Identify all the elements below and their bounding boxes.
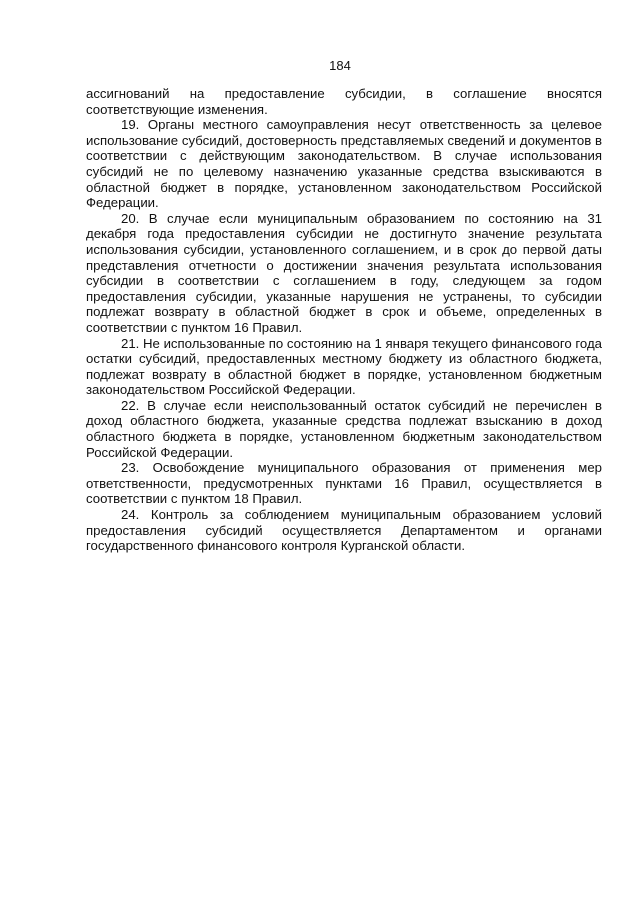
paragraph-23: 23. Освобождение муниципального образования от применения мер ответственности, предусмотренных пунктами 16 Правил, осуществляется в соответствии с пунктом 18 Правил. bbox=[86, 460, 602, 507]
paragraph-20: 20. В случае если муниципальным образованием по состоянию на 31 декабря года предоставления субсидии не достигнуто значение результата использования субсидии, установленного соглашением, и в срок до первой даты представления отчетности о достижении значения результата использования субсидии в соответствии с соглашением в году, следующем за годом предоставления субсидии, указанные нарушения не устранены, то субсидии подлежат возврату в областной бюджет в срок и объеме, определенных в соответствии с пунктом 16 Правил. bbox=[86, 210, 602, 335]
paragraph-continuation: ассигнований на предоставление субсидии, в соглашение вносятся соответствующие изменения. bbox=[86, 86, 602, 117]
paragraph-21: 21. Не использованные по состоянию на 1 января текущего финансового года остатки субсидий, предоставленных местному бюджету из областного бюджета, подлежат возврату в областной бюджет в порядке, установленном бюджетным законодательством Российской Федерации. bbox=[86, 335, 602, 398]
paragraph-19: 19. Органы местного самоуправления несут ответственность за целевое использование субсидий, достоверность представляемых сведений и документов в соответствии с действующим законодательством. В случае использования субсидий не по целевому назначению указанные средства взыскиваются в областной бюджет в порядке, установленном законодательством Российской Федерации. bbox=[86, 117, 602, 211]
paragraph-24: 24. Контроль за соблюдением муниципальным образованием условий предоставления субсидий осуществляется Департаментом и органами государственного финансового контроля Курганской области. bbox=[86, 507, 602, 554]
page-number: 184 bbox=[329, 58, 351, 73]
paragraph-22: 22. В случае если неиспользованный остаток субсидий не перечислен в доход областного бюджета, указанные средства подлежат взысканию в доход областного бюджета в порядке, установленном бюджетным законодательством Российской Федерации. bbox=[86, 397, 602, 460]
document-body bbox=[86, 86, 602, 554]
